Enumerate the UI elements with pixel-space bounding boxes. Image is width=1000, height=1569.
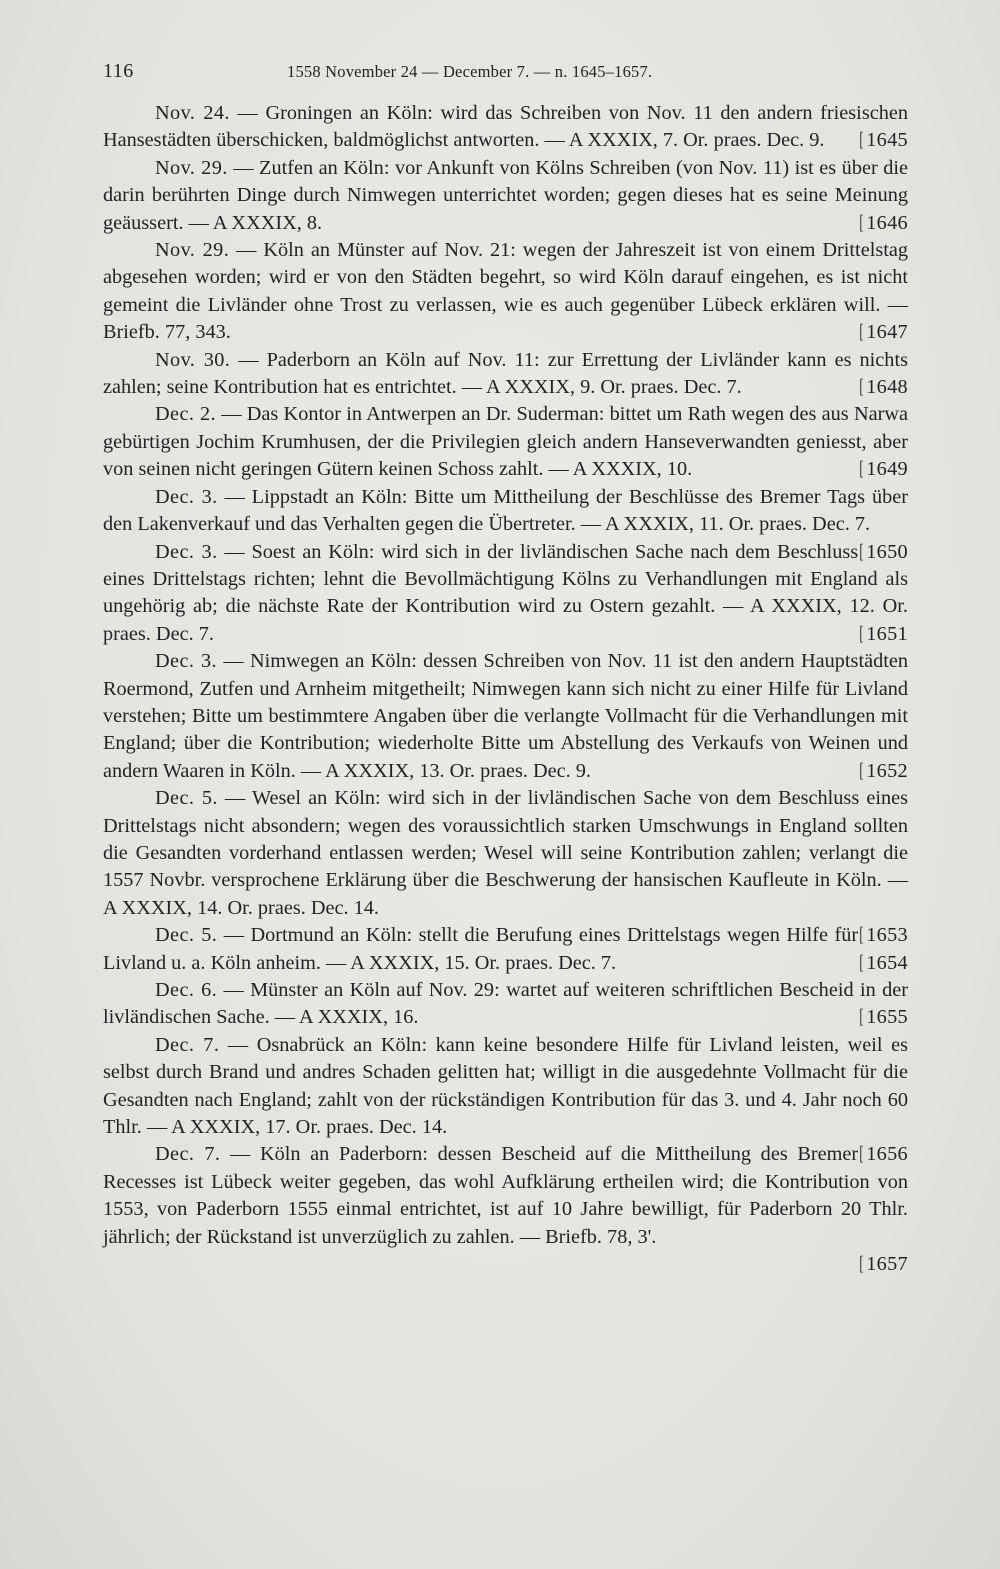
entry-1647 <box>103 237 908 347</box>
entry-text: — Nimwegen an Köln: dessen Schreiben von Nov. 11 ist den andern Hauptstädten Roermond, Zutfen und Arnheim mitgetheilt; Nimwegen kann sich nicht zu einer Hilfe für Livland verstehen; Bitte um bestimmtere Angaben über die verlangte Vollmacht für die Verhandlungen mit England; über die Kontribution; wiederholte Bitte um Abstellung des Verkaufs von Weinen und andern Waaren in Köln. — A XXXIX, 13. Or. praes. Dec. 9. <box>103 650 909 782</box>
entry-number: [ 1649 <box>858 456 908 483</box>
entry-text: — Groningen an Köln: wird das Schreiben von Nov. 11 den andern friesischen Hansestädten überschicken, baldmöglichst antworten. — A XXXIX, 7. Or. praes. Dec. 9. <box>103 102 908 152</box>
entry-text: — Lippstadt an Köln: Bitte um Mittheilung der Beschlüsse des Bremer Tags über den Lakenverkauf und das Verhalten gegen die Übertreter. — A XXXIX, 11. Or. praes. Dec. 7. <box>103 485 908 536</box>
entry-date: Nov. 30. <box>155 348 231 371</box>
entry-text: — Köln an Münster auf Nov. 21: wegen der Jahreszeit ist von einem Drittelstag abgesehen worden; wird er von den Städten begehrt, so wird Köln darauf eingehen, es ist nicht gemeint die Livländer ohne Trost zu verlassen, wie es auch gegenüber Lübeck erklären will. — Briefb. 77, 343. <box>103 239 908 344</box>
entry-number: [ 1645 <box>858 127 908 154</box>
entry-date: Dec. 5. <box>155 787 218 810</box>
entry-date: Dec. 5. <box>155 924 218 947</box>
regesta-entries <box>103 100 908 1278</box>
entry-text: — Paderborn an Köln auf Nov. 11: zur Errettung der Livländer kann es nichts zahlen; seine Kontribution hat es entrichtet. — A XXXIX, 9. Or. praes. Dec. 7. <box>103 348 908 399</box>
entry-1652 <box>103 648 908 785</box>
entry-text: — Soest an Köln: wird sich in der livländischen Sache nach dem Beschluss eines Drittelstags richten; lehnt die Bevollmächtigung Kölns zu Verhandlungen mit England als ungehörig ab; die nächste Rate der Kontribution wird zu Ostern gezahlt. — A XXXIX, 12. Or. praes. Dec. 7. <box>103 540 908 645</box>
entry-date: Dec. 3. <box>155 485 218 508</box>
entry-number: [ 1657 <box>858 1251 908 1278</box>
entry-1655 <box>103 977 908 1032</box>
entry-1651 <box>103 539 908 649</box>
entry-date: Dec. 7. <box>155 1033 220 1056</box>
running-head: 1558 November 24 — December 7. — n. 1645–1657. <box>287 62 653 81</box>
entry-date: Dec. 2. <box>155 403 216 426</box>
entry-number: [ 1646 <box>858 210 908 237</box>
entry-number: [ 1655 <box>858 1004 908 1031</box>
entry-number: [ 1650 <box>858 539 908 566</box>
entry-1654 <box>103 922 908 977</box>
entry-text: — Osnabrück an Köln: kann keine besondere Hilfe für Livland leisten, weil es selbst durch Brand und andres Schaden gelitten hat; willigt in die ausgedehnte Vollmacht für die Gesandten nach England; zahlt von der rückständigen Kontribution für das 3. und 4. Jahr noch 60 Thlr. — A XXXIX, 17. Or. praes. Dec. 14. <box>103 1033 908 1139</box>
entry-text: — Zutfen an Köln: vor Ankunft von Kölns Schreiben (von Nov. 11) ist es über die darin berührten Dinge durch Nimwegen unterrichtet worden; gegen dieses hat es seine Meinung geäussert. — A XXXIX, 8. <box>103 156 909 234</box>
page-number: 116 <box>103 60 134 82</box>
entry-1649 <box>103 401 908 483</box>
entry-number: [ 1654 <box>858 950 908 977</box>
entry-number: [ 1647 <box>858 319 908 346</box>
entry-1645 <box>103 100 908 155</box>
entry-text: — Wesel an Köln: wird sich in der livländischen Sache von dem Beschluss eines Drittelstags nicht absondern; wegen des voraussichtlich starken Umschwungs in England sollten die Gesandten vorderhand entlassen werden; Wesel will seine Kontribution zahlen; verlangt die 1557 Novbr. versprochene Erklärung über die Beschwerung der hansischen Kaufleute in Köln. — A XXXIX, 14. Or. praes. Dec. 14. <box>103 787 909 919</box>
entry-date: Nov. 29. <box>155 239 230 262</box>
entry-1656 <box>103 1032 908 1166</box>
entry-date: Nov. 24. <box>155 102 230 124</box>
entry-number: [ 1652 <box>858 758 908 785</box>
entry-1650 <box>103 484 908 563</box>
entry-text: — Das Kontor in Antwerpen an Dr. Suderman: bittet um Rath wegen des aus Narwa gebürtigen Jochim Krumhusen, der die Privilegien gleich andern Hanseverwandten geniesst, aber von seinen nicht geringen Gütern keinen Schoss zahlt. — A XXXIX, 10. <box>103 403 908 481</box>
entry-number: [ 1648 <box>858 374 908 401</box>
page-header <box>103 60 908 88</box>
entry-date: Dec. 6. <box>155 979 218 1001</box>
entry-text: — Dortmund an Köln: stellt die Berufung eines Drittelstags wegen Hilfe für Livland u. a. Köln anheim. — A XXXIX, 15. Or. praes. Dec. 7. <box>103 924 859 974</box>
entry-1648 <box>103 347 908 402</box>
entry-number: [ 1656 <box>858 1141 908 1168</box>
entry-date: Dec. 3. <box>155 650 218 673</box>
entry-number: [ 1653 <box>858 922 908 949</box>
entry-number: [ 1651 <box>858 621 908 648</box>
entry-text: — Köln an Paderborn: dessen Bescheid auf die Mittheilung des Bremer Recesses ist Lübeck weiter gegeben, das wohl Aufklärung ertheilen wird; die Kontribution von 1553, von Paderborn 1555 einmal entrichtet, ist auf 10 Jahre bewilligt, für Paderborn 20 Thlr. jährlich; der Rückstand ist unverzüglich zu zahlen. — Briefb. 78, 3'. <box>103 1143 908 1248</box>
entry-date: Dec. 3. <box>155 540 218 563</box>
entry-1657 <box>103 1141 908 1276</box>
entry-1646 <box>103 155 908 237</box>
entry-date: Nov. 29. <box>155 156 228 179</box>
entry-1653 <box>103 785 909 947</box>
entry-date: Dec. 7. <box>155 1143 221 1166</box>
entry-text: — Münster an Köln auf Nov. 29: wartet auf weiteren schriftlichen Bescheid in der livländischen Sache. — A XXXIX, 16. <box>103 979 908 1029</box>
